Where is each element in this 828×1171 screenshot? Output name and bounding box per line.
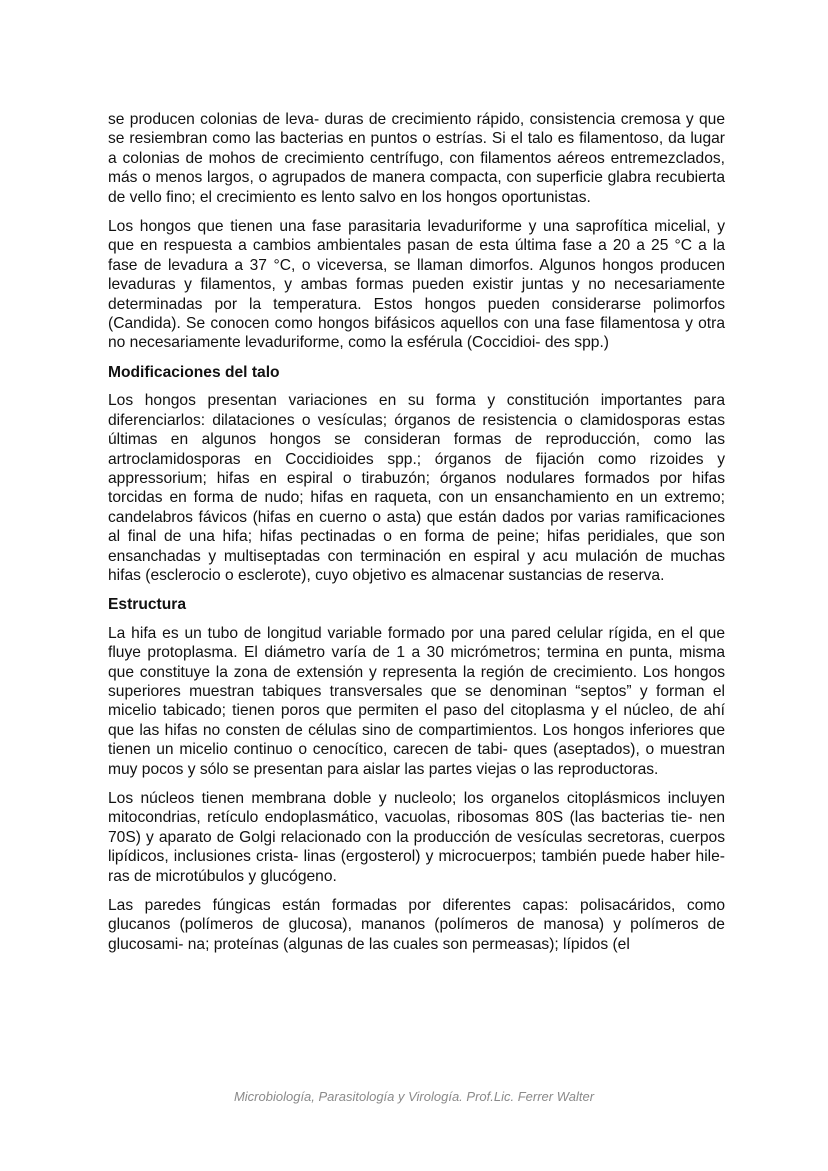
paragraph-dimorfos: Los hongos que tienen una fase parasitaria levaduriforme y una saprofítica micelial, y que en respuesta a cambios ambientales pasan de esta última fase a 20 a 25 °C a la fase de levadura a 37 °C, o viceversa, se llaman dimorfos. Algunos hongos producen levaduras y filamentos, y ambas formas pueden existir juntas y no necesariamente determinadas por la temperatura. Estos hongos pueden considerarse polimorfos (Candida). Se conocen como hongos bifásicos aquellos con una fase filamentosa y otra no necesariamente levaduriforme, como la esférula (Coccidioi- des spp.) [108,218,725,352]
heading-modificaciones-del-talo: Modificaciones del talo [108,363,280,381]
page-footer: Microbiología, Parasitología y Virología. Prof.Lic. Ferrer Walter [233,1089,595,1104]
paragraph-colonias: se producen colonias de leva- duras de crecimiento rápido, consistencia cremosa y que se resiembran como las bacterias en puntos o estrías. Si el talo es filamentoso, da lugar a colonias de mohos de crecimiento centrífugo, con filamentos aéreos entremezclados, más o menos largos, o agrupados de manera compacta, con superficie glabra recubierta de vello fino; el crecimiento es lento salvo en los hongos oportunistas. [108,111,725,206]
paragraph-hifa: La hifa es un tubo de longitud variable formado por una pared celular rígida, en el que fluye protoplasma. El diámetro varía de 1 a 30 micrómetros; termina en punta, misma que constituye la zona de extensión y representa la región de crecimiento. Los hongos superiores muestran tabiques transversales que se denominan “septos” y forman el micelio tabicado; tienen poros que permiten el paso del citoplasma y el núcleo, de ahí que las hifas no consten de células sino de compartimientos. Los hongos inferiores que tienen un micelio continuo o cenocítico, carecen de tabi- ques (aseptados), o muestran muy pocos y sólo se presentan para aislar las partes viejas o las reproductoras. [108,624,725,778]
paragraph-paredes: Las paredes fúngicas están formadas por diferentes capas: polisacáridos, como glucanos (polímeros de glucosa), mananos (polímeros de manosa) y polímeros de glucosami- na; proteínas (algunas de las cuales son permeasas); lípidos (el [108,897,725,953]
paragraph-modificaciones: Los hongos presentan variaciones en su forma y constitución importantes para diferenciarlos: dilataciones o vesículas; órganos de resistencia o clamidosporas estas últimas en algunos hongos se consideran formas de reproducción, como las artroclamidosporas en Coccidioides spp.; órganos de fijación como rizoides y appressorium; hifas en espiral o tirabuzón; órganos nodulares formados por hifas torcidas en forma de nudo; hifas en raqueta, con un ensanchamiento en un extremo; candelabros fávicos (hifas en cuerno o asta) que están dados por varias ramificaciones al final de una hifa; hifas pectinadas o en forma de peine; hifas peridiales, que son ensanchadas y multiseptadas con terminación en espiral y acu mulación de muchas hifas (esclerocio o esclerote), cuyo objetivo es almacenar sustancias de reserva. [108,392,725,584]
heading-estructura: Estructura [108,596,186,614]
paragraph-nucleos: Los núcleos tienen membrana doble y nucleolo; los organelos citoplásmicos incluyen mitocondrias, retículo endoplasmático, vacuolas, ribosomas 80S (las bacterias tie- nen 70S) y aparato de Golgi relacionado con la producción de vesículas secretoras, cuerpos lipídicos, inclusiones crista- linas (ergosterol) y microcuerpos; también puede haber hile- ras de microtúbulos y glucógeno. [108,790,725,885]
page-content [108,110,725,964]
